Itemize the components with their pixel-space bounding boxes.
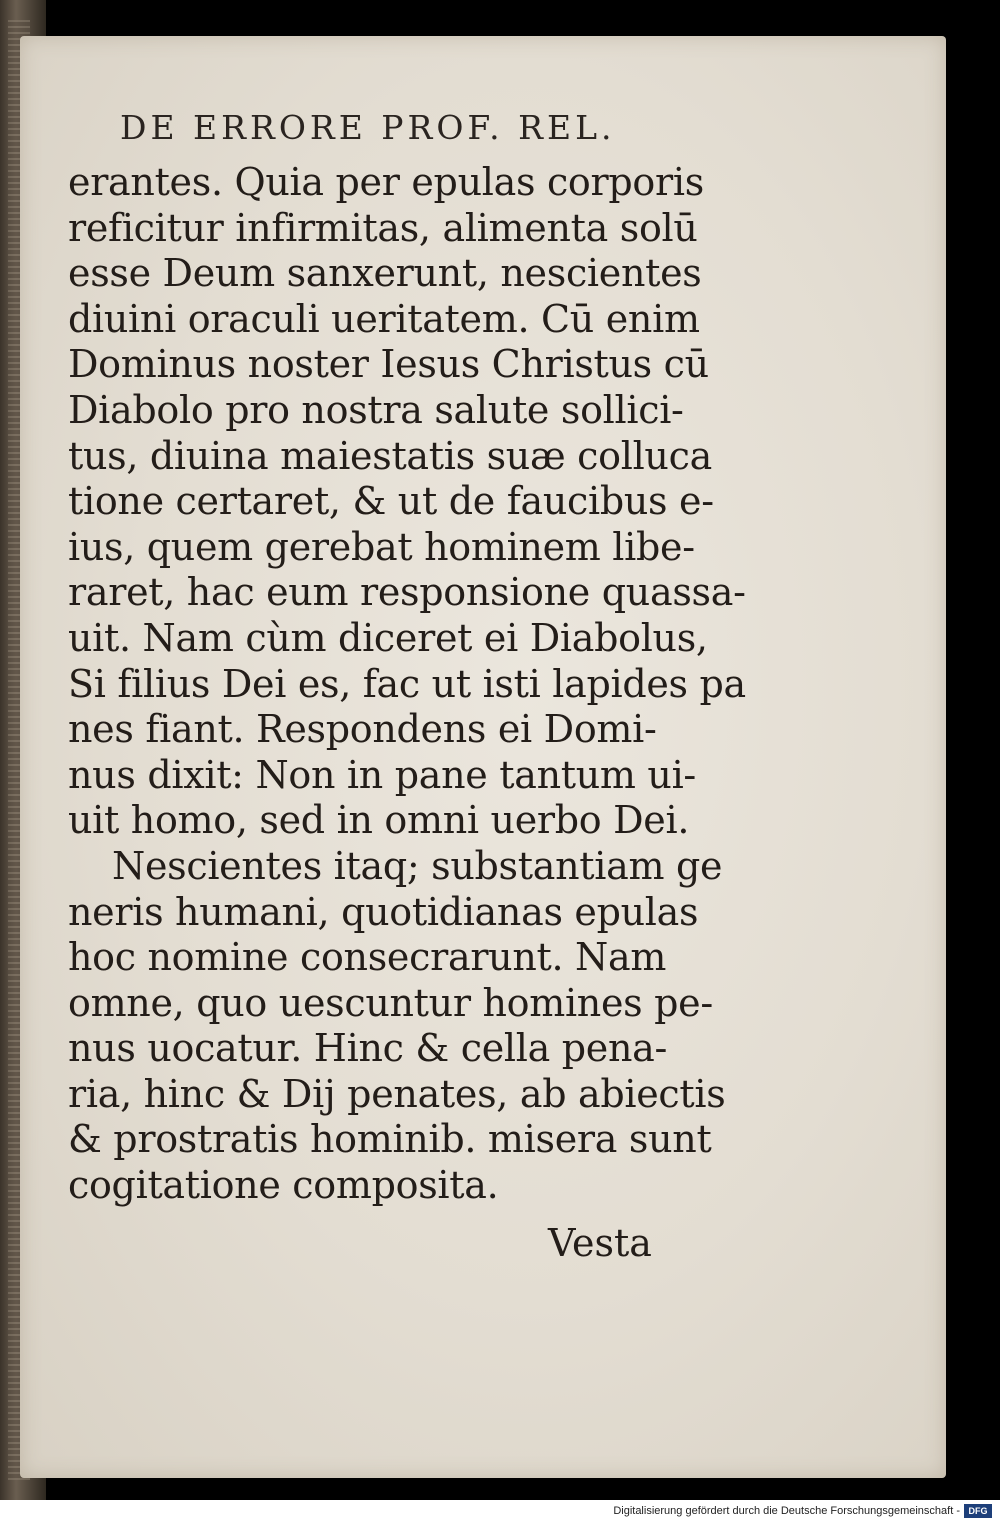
text-line: nus uocatur. Hinc & cella pena- <box>68 1026 668 1071</box>
text-line: Si filius Dei es, fac ut isti lapides pa <box>68 661 746 706</box>
text-line: & prostratis hominib. misera sunt <box>68 1117 712 1162</box>
text-line: omne, quo uescuntur homines pe- <box>68 980 713 1025</box>
text-line: hoc nomine consecrarunt. Nam <box>68 935 667 980</box>
text-line: tus, diuina maiestatis suæ colluca <box>68 433 712 478</box>
text-line: ius, quem gerebat hominem libe- <box>68 524 695 569</box>
text-line: erantes. Quia per epulas corporis <box>68 160 704 204</box>
text-line: esse Deum sanxerunt, nescientes <box>68 251 702 296</box>
text-line: reficitur infirmitas, alimenta solū <box>68 205 698 250</box>
text-line: uit homo, sed in omni uerbo Dei. <box>68 798 690 843</box>
running-head: DE ERRORE PROF. REL. <box>120 108 616 147</box>
dfg-logo-icon: DFG <box>964 1504 992 1518</box>
text-line: ria, hinc & Dij penates, ab abiectis <box>68 1071 726 1116</box>
body-text <box>68 160 746 1209</box>
text-line: nes fiant. Respondens ei Domi- <box>68 707 657 752</box>
funding-credit: Digitalisierung gefördert durch die Deutsche Forschungsgemeinschaft - <box>613 1505 960 1517</box>
text-line: nus dixit: Non in pane tantum ui- <box>68 752 696 797</box>
text-line: cogitatione composita. <box>68 1163 499 1208</box>
catchword: Vesta <box>548 1221 652 1265</box>
text-line: diuini oraculi ueritatem. Cū enim <box>68 296 700 341</box>
text-line: Dominus noster Iesus Christus cū <box>68 342 709 387</box>
paragraph-start-line: Nescientes itaq; substantiam ge <box>112 843 723 888</box>
text-line: Diabolo pro nostra salute sollici- <box>68 387 684 432</box>
text-line: uit. Nam cùm diceret ei Diabolus, <box>68 615 708 660</box>
text-line: tione certaret, & ut de faucibus e- <box>68 479 714 524</box>
text-line: neris humani, quotidianas epulas <box>68 889 699 934</box>
text-line: raret, hac eum responsione quassa- <box>68 570 746 615</box>
digitization-footer <box>0 1500 1000 1523</box>
